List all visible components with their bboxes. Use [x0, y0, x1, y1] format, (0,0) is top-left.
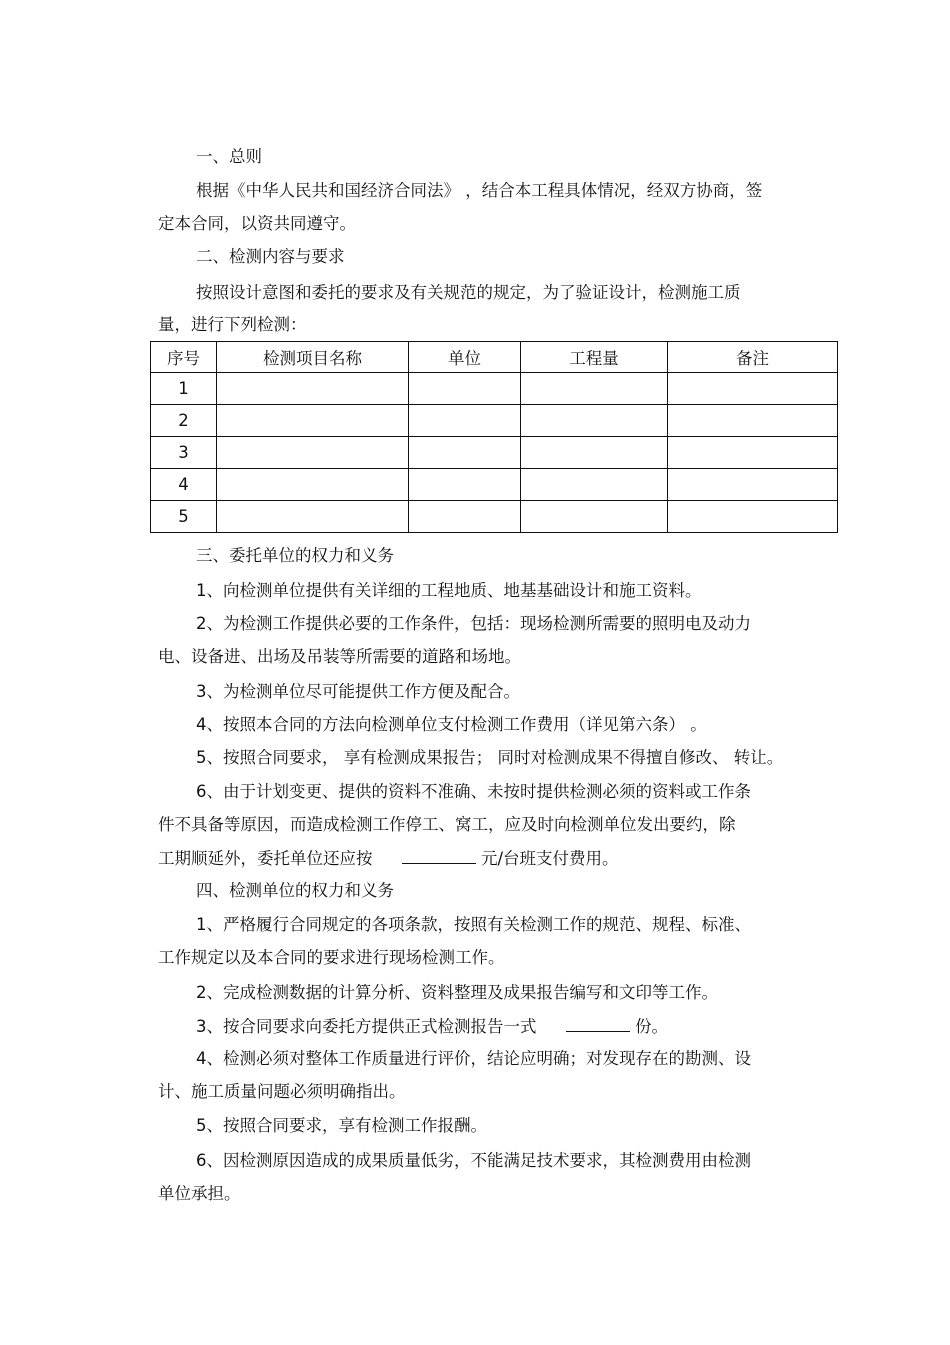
section4-heading: 四、检测单位的权力和义务 — [196, 881, 394, 900]
cell-quantity — [521, 501, 668, 533]
section3-item6-line2: 件不具备等原因，而造成检测工作停工、窝工，应及时向检测单位发出要约，除 — [158, 815, 736, 834]
cell-item-name — [217, 501, 409, 533]
table-row — [151, 501, 838, 533]
section3-item6-line3-suffix: 元/台班支付费用。 — [481, 849, 619, 868]
cell-unit — [409, 469, 521, 501]
section3-item5: 5、按照合同要求， 享有检测成果报告； 同时对检测成果不得擅自修改、 转让。 — [196, 748, 784, 767]
cell-remarks — [668, 437, 838, 469]
cell-quantity — [521, 405, 668, 437]
table-row — [151, 373, 838, 405]
cell-item-name — [217, 405, 409, 437]
section4-item4-line1: 4、检测必须对整体工作质量进行评价，结论应明确；对发现存在的勘测、设 — [196, 1049, 751, 1068]
cell-serial: 1 — [151, 373, 217, 405]
section4-item3-suffix: 份。 — [635, 1017, 668, 1036]
header-remarks: 备注 — [668, 342, 838, 373]
section4-item5: 5、按照合同要求，享有检测工作报酬。 — [196, 1116, 487, 1135]
section3-item4: 4、按照本合同的方法向检测单位支付检测工作费用（详见第六条） 。 — [196, 715, 707, 734]
header-unit: 单位 — [409, 342, 521, 373]
section3-heading: 三、委托单位的权力和义务 — [196, 546, 394, 565]
section2-intro-line1: 按照设计意图和委托的要求及有关规范的规定，为了验证设计，检测施工质 — [196, 283, 741, 302]
section4-item1-line2: 工作规定以及本合同的要求进行现场检测工作。 — [158, 948, 505, 967]
section1-paragraph-line1: 根据《中华人民共和国经济合同法》 ，结合本工程具体情况，经双方协商，签 — [196, 181, 763, 200]
cell-remarks — [668, 469, 838, 501]
section3-item6-line3-prefix: 工期顺延外，委托单位还应按 — [158, 849, 373, 868]
section3-item1: 1、向检测单位提供有关详细的工程地质、地基基础设计和施工资料。 — [196, 581, 702, 600]
table-row — [151, 469, 838, 501]
cell-remarks — [668, 405, 838, 437]
section4-item2: 2、完成检测数据的计算分析、资料整理及成果报告编写和文印等工作。 — [196, 983, 718, 1002]
cell-item-name — [217, 469, 409, 501]
section3-item6-line1: 6、由于计划变更、提供的资料不准确、未按时提供检测必须的资料或工作条 — [196, 782, 751, 801]
table-row — [151, 405, 838, 437]
cell-unit — [409, 405, 521, 437]
section4-item3 — [196, 1015, 668, 1038]
table-row — [151, 437, 838, 469]
cell-serial: 5 — [151, 501, 217, 533]
section3-item3: 3、为检测单位尽可能提供工作方便及配合。 — [196, 682, 520, 701]
section1-heading: 一、总则 — [196, 147, 262, 166]
header-item-name: 检测项目名称 — [217, 342, 409, 373]
section4-item4-line2: 计、施工质量问题必须明确指出。 — [158, 1082, 406, 1101]
inspection-items-table — [150, 341, 838, 533]
section2-heading: 二、检测内容与要求 — [196, 247, 345, 266]
cell-item-name — [217, 437, 409, 469]
table-header-row — [151, 342, 838, 373]
cell-serial: 2 — [151, 405, 217, 437]
section4-item6-line2: 单位承担。 — [158, 1184, 241, 1203]
section4-item1-line1: 1、严格履行合同规定的各项条款，按照有关检测工作的规范、规程、标准、 — [196, 915, 751, 934]
section4-item3-prefix: 3、按合同要求向委托方提供正式检测报告一式 — [196, 1017, 537, 1036]
fee-per-shift-blank — [402, 847, 476, 864]
cell-quantity — [521, 437, 668, 469]
section3-item2-line1: 2、为检测工作提供必要的工作条件，包括：现场检测所需要的照明电及动力 — [196, 614, 751, 633]
section3-item2-line2: 电、设备进、出场及吊装等所需要的道路和场地。 — [158, 647, 521, 666]
cell-unit — [409, 373, 521, 405]
section3-item6-line3 — [158, 847, 619, 870]
cell-item-name — [217, 373, 409, 405]
section1-paragraph-line2: 定本合同，以资共同遵守。 — [158, 214, 356, 233]
section2-intro-line2: 量，进行下列检测： — [158, 315, 307, 334]
cell-remarks — [668, 501, 838, 533]
cell-quantity — [521, 469, 668, 501]
cell-unit — [409, 501, 521, 533]
cell-serial: 4 — [151, 469, 217, 501]
cell-unit — [409, 437, 521, 469]
cell-quantity — [521, 373, 668, 405]
header-quantity: 工程量 — [521, 342, 668, 373]
report-copies-blank — [566, 1015, 630, 1032]
cell-remarks — [668, 373, 838, 405]
header-serial-number: 序号 — [151, 342, 217, 373]
section4-item6-line1: 6、因检测原因造成的成果质量低劣，不能满足技术要求，其检测费用由检测 — [196, 1151, 751, 1170]
cell-serial: 3 — [151, 437, 217, 469]
